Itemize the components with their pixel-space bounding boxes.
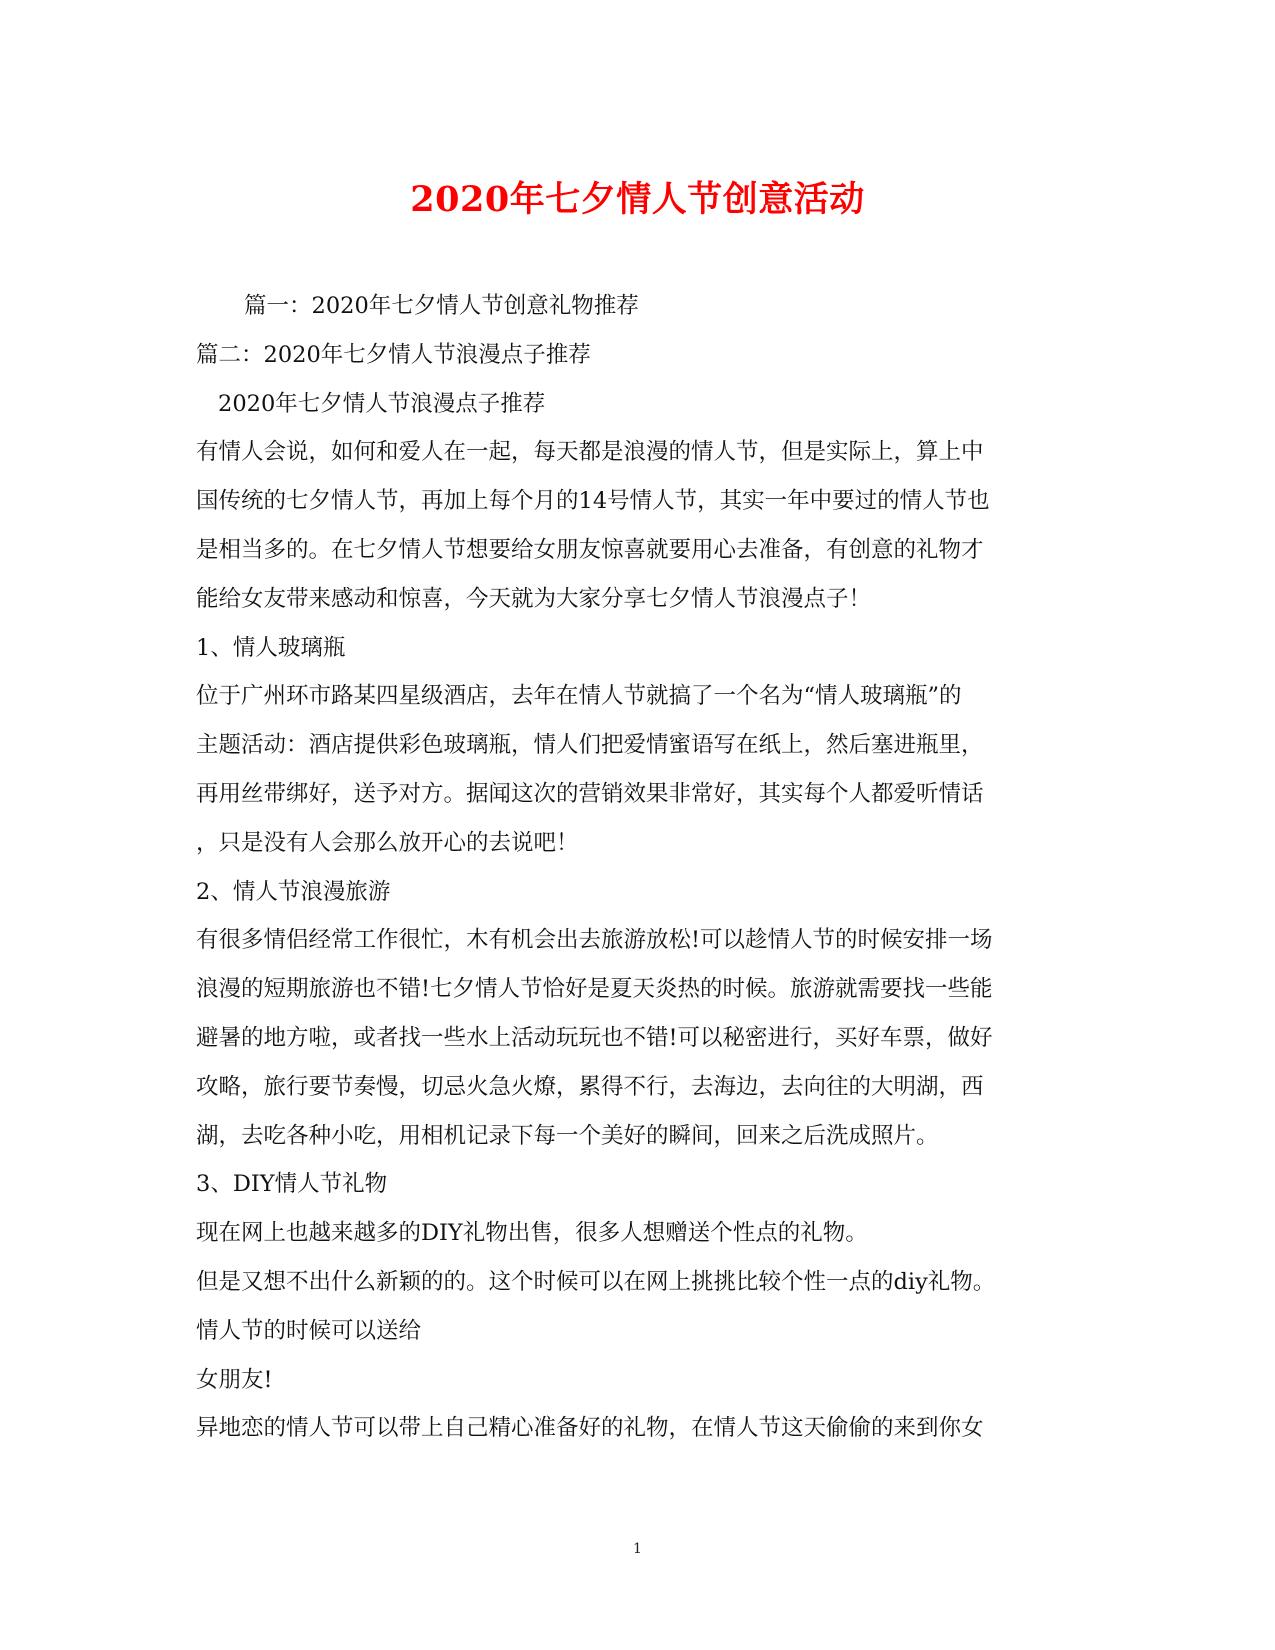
section-heading: 2020年七夕情人节浪漫点子推荐: [218, 390, 546, 417]
paragraph-line: 女朋友!: [196, 1366, 273, 1393]
toc-line-2: 篇二：2020年七夕情人节浪漫点子推荐: [196, 341, 591, 368]
paragraph-line: 浪漫的短期旅游也不错!七夕情人节恰好是夏天炎热的时候。旅游就需要找一些能: [196, 976, 993, 1003]
paragraph-line: 避暑的地方啦，或者找一些水上活动玩玩也不错!可以秘密进行，买好车票，做好: [196, 1024, 993, 1051]
paragraph-line: 是相当多的。在七夕情人节想要给女朋友惊喜就要用心去准备，有创意的礼物才: [196, 536, 984, 563]
paragraph-line: 国传统的七夕情人节，再加上每个月的14号情人节，其实一年中要过的情人节也: [196, 488, 990, 515]
paragraph-line: 能给女友带来感动和惊喜，今天就为大家分享七夕情人节浪漫点子！: [196, 585, 872, 612]
paragraph-line: 现在网上也越来越多的DIY礼物出售，很多人想赠送个性点的礼物。: [196, 1220, 868, 1247]
paragraph-line: 但是又想不出什么新颖的的。这个时候可以在网上挑挑比较个性一点的diy礼物。: [196, 1268, 996, 1295]
item-heading-3: 3、DIY情人节礼物: [196, 1171, 388, 1198]
document-title: 2020年七夕情人节创意活动: [410, 179, 865, 220]
paragraph-line: 位于广州环市路某四星级酒店，去年在情人节就搞了一个名为“情人玻璃瓶”的: [196, 683, 962, 710]
paragraph-line: 再用丝带绑好，送予对方。据闻这次的营销效果非常好，其实每个人都爱听情话: [196, 780, 984, 807]
paragraph-line: 有很多情侣经常工作很忙，木有机会出去旅游放松!可以趁情人节的时候安排一场: [196, 927, 993, 954]
paragraph-line: 攻略，旅行要节奏慢，切忌火急火燎，累得不行，去海边，去向往的大明湖，西: [196, 1073, 984, 1100]
paragraph-line: ，只是没有人会那么放开心的去说吧！: [196, 829, 579, 856]
item-heading-2: 2、情人节浪漫旅游: [196, 878, 391, 905]
paragraph-line: 有情人会说，如何和爱人在一起，每天都是浪漫的情人节，但是实际上，算上中: [196, 439, 984, 466]
page-number: 1: [633, 1541, 642, 1557]
document-body: [196, 282, 1086, 1453]
item-heading-1: 1、情人玻璃瓶: [196, 634, 346, 661]
paragraph-line: 情人节的时候可以送给: [196, 1317, 422, 1344]
paragraph-line: 主题活动：酒店提供彩色玻璃瓶，情人们把爱情蜜语写在纸上，然后塞进瓶里，: [196, 732, 984, 759]
paragraph-line: 异地恋的情人节可以带上自己精心准备好的礼物，在情人节这天偷偷的来到你女: [196, 1415, 984, 1442]
toc-line-1: 篇一：2020年七夕情人节创意礼物推荐: [244, 293, 639, 319]
paragraph-line: 湖，去吃各种小吃，用相机记录下每一个美好的瞬间，回来之后洗成照片。: [196, 1122, 939, 1149]
